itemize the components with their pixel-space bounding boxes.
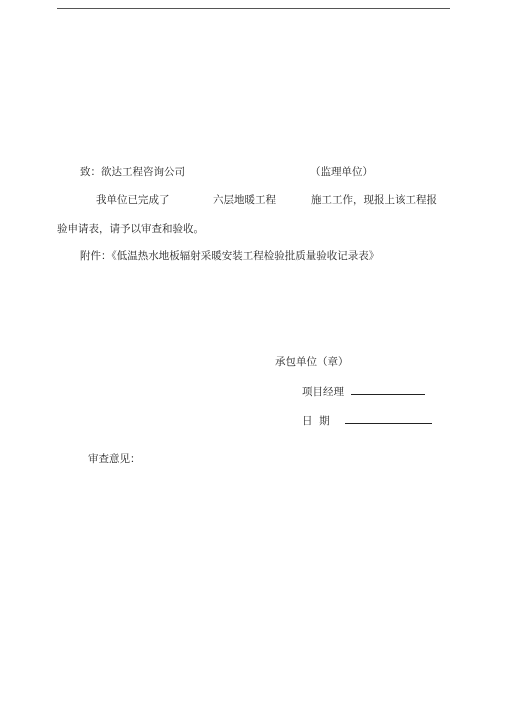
completion-text-b: 施工工作，现报上该工程报 bbox=[311, 194, 437, 206]
completion-text-a: 我单位已完成了 bbox=[96, 194, 170, 206]
date-blank bbox=[345, 413, 432, 424]
pm-signature-blank bbox=[351, 384, 425, 395]
review-opinion-label: 审查意见： bbox=[88, 453, 141, 465]
pm-label: 项目经理 bbox=[302, 386, 344, 398]
addressee-line bbox=[80, 166, 185, 179]
completion-text-c: 验申请表，请予以审查和验收。 bbox=[57, 223, 204, 235]
top-rule bbox=[57, 8, 450, 9]
date-line bbox=[302, 413, 432, 428]
consultant-company: 欲达工程咨询公司 bbox=[101, 166, 185, 178]
supervisor-label: （监理单位） bbox=[310, 166, 373, 178]
contractor-label: 承包单位（章） bbox=[275, 356, 349, 368]
project-manager-line bbox=[302, 384, 425, 399]
to-prefix: 致： bbox=[80, 166, 101, 178]
project-name: 六层地暖工程 bbox=[213, 194, 276, 206]
attachment-line: 附件：《低温热水地板辐射采暖安装工程检验批质量验收记录表》 bbox=[80, 250, 380, 262]
date-label: 日 期 bbox=[302, 415, 330, 427]
